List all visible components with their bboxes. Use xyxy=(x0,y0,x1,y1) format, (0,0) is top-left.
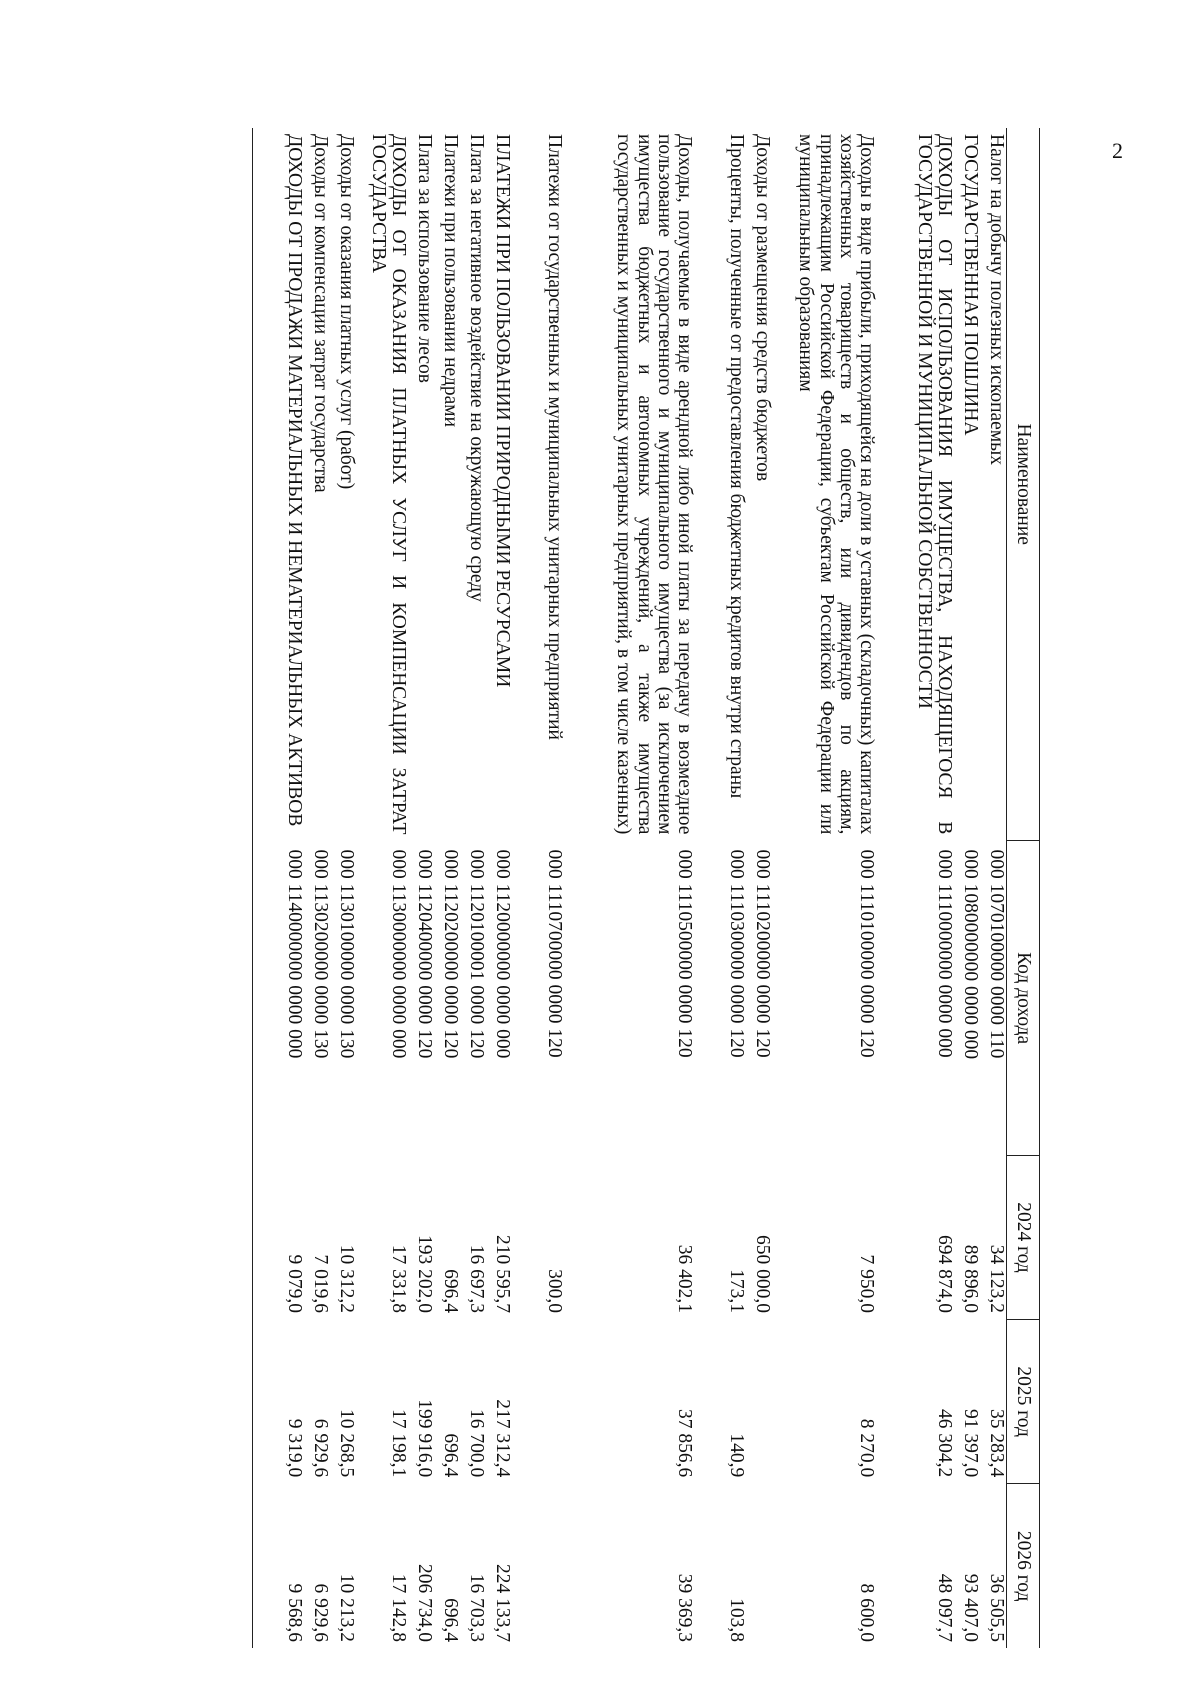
row-name: Плата за негативное воздействие на окружающую среду xyxy=(466,134,488,602)
row-code: 000 1110500000 0000 120 xyxy=(674,849,696,1058)
row-value-2025: 46 304,2 xyxy=(934,1409,956,1478)
table-row xyxy=(747,128,773,1648)
table-row xyxy=(981,128,1007,1648)
row-value-2024: 10 312,2 xyxy=(336,1244,358,1314)
row-name: Доходы от размещения средств бюджетов xyxy=(752,134,774,482)
row-value-2026: 93 407,0 xyxy=(960,1573,982,1642)
row-value-2024: 89 896,0 xyxy=(960,1244,982,1314)
row-value-2025: 140,9 xyxy=(726,1433,748,1478)
row-value-2026: 16 703,3 xyxy=(466,1573,488,1642)
row-value-2026 xyxy=(747,1484,773,1648)
row-value-2024: 9 079,0 xyxy=(253,1155,305,1319)
row-value-2025: 199 916,0 xyxy=(414,1399,436,1478)
revenue-table xyxy=(252,128,1040,1648)
row-value-2024: 300,0 xyxy=(544,1269,566,1314)
row-code: 000 1130200000 0000 130 xyxy=(310,849,332,1059)
header-code: Код дохода xyxy=(1007,841,1040,1155)
row-code: 000 1140000000 0000 000 xyxy=(253,841,305,1155)
row-code: 000 1110000000 0000 000 xyxy=(934,849,956,1058)
row-value-2026: 206 734,0 xyxy=(414,1564,436,1642)
table-row xyxy=(331,128,357,1648)
row-value-2025: 91 397,0 xyxy=(960,1409,982,1478)
table-body xyxy=(253,128,1007,1648)
row-value-2026: 696,4 xyxy=(440,1598,462,1642)
row-code: 000 1130000000 0000 000 xyxy=(388,849,410,1059)
row-name: Проценты, полученные от предоставления бюджетных кредитов внутри страны xyxy=(726,134,748,799)
row-code: 000 1110700000 0000 120 xyxy=(544,849,566,1058)
header-2025: 2025 год xyxy=(1007,1320,1040,1484)
row-code: 000 1110200000 0000 120 xyxy=(752,849,774,1058)
row-value-2024: 16 697,3 xyxy=(466,1244,488,1314)
row-name: Плата за использование лесов xyxy=(414,134,436,383)
row-value-2025: 217 312,4 xyxy=(492,1399,514,1478)
row-name: Налог на добычу полезных ископаемых xyxy=(986,134,1007,466)
row-code: 000 1130100000 0000 130 xyxy=(336,849,358,1059)
row-value-2025: 8 270,0 xyxy=(856,1418,878,1478)
row-value-2025: 10 268,5 xyxy=(336,1409,358,1478)
header-2026: 2026 год xyxy=(1007,1484,1040,1648)
row-value-2026 xyxy=(513,1484,565,1648)
header-2024: 2024 год xyxy=(1007,1155,1040,1319)
row-value-2025: 9 319,0 xyxy=(253,1320,305,1484)
row-value-2024: 17 331,8 xyxy=(388,1244,410,1314)
row-value-2024: 650 000,0 xyxy=(752,1235,774,1314)
table-row xyxy=(695,128,747,1648)
row-value-2026: 10 213,2 xyxy=(336,1573,358,1642)
row-name: ДОХОДЫ ОТ ОКАЗАНИЯ ПЛАТНЫХ УСЛУГ И КОМПЕНСАЦИИ ЗАТРАТ ГОСУДАРСТВА xyxy=(368,134,410,835)
row-name: ГОСУДАРСТВЕННАЯ ПОШЛИНА xyxy=(960,134,982,436)
row-value-2026: 48 097,7 xyxy=(934,1573,956,1642)
table-header-row xyxy=(1007,128,1040,1648)
page-number: 2 xyxy=(1112,138,1123,163)
row-name: ПЛАТЕЖИ ПРИ ПОЛЬЗОВАНИИ ПРИРОДНЫМИ РЕСУРСАМИ xyxy=(492,134,514,688)
table-row xyxy=(253,128,305,1648)
rotated-page-content xyxy=(160,128,1040,1648)
row-name: Платежи при пользовании недрами xyxy=(440,134,462,428)
row-name: ДОХОДЫ ОТ ПРОДАЖИ МАТЕРИАЛЬНЫХ И НЕМАТЕРИАЛЬНЫХ АКТИВОВ xyxy=(253,128,305,841)
row-value-2026: 6 929,6 xyxy=(310,1583,332,1642)
row-name: Доходы от компенсации затрат государства xyxy=(310,134,332,493)
row-code: 000 1120200000 0000 120 xyxy=(440,849,462,1059)
header-name: Наименование xyxy=(1007,128,1040,841)
table-row xyxy=(305,128,331,1648)
row-code: 000 1120400000 0000 120 xyxy=(414,849,436,1059)
row-name: Доходы, получаемые в виде арендной либо иной платы за передачу в возмездное пользование государственного и муниципального имущества (за исключением имущества бюджетных и автономных учреждений, а также имущества государственных и муниципальных унитарных предприятий, в том числе казенных) xyxy=(613,134,696,835)
row-name: Доходы от оказания платных услуг (работ) xyxy=(336,134,358,490)
row-value-2025: 35 283,4 xyxy=(986,1409,1007,1478)
row-code: 000 1110300000 0000 120 xyxy=(726,849,748,1058)
row-value-2025: 16 700,0 xyxy=(466,1409,488,1478)
row-value-2024: 210 595,7 xyxy=(492,1235,514,1314)
table-row xyxy=(773,128,877,1648)
row-value-2026: 224 133,7 xyxy=(492,1564,514,1642)
table-row xyxy=(435,128,461,1648)
row-value-2025: 6 929,6 xyxy=(310,1418,332,1478)
row-value-2024: 696,4 xyxy=(440,1269,462,1314)
row-value-2025: 696,4 xyxy=(440,1433,462,1478)
row-value-2024: 36 402,1 xyxy=(674,1244,696,1314)
row-code: 000 1080000000 0000 000 xyxy=(960,849,982,1060)
row-name: Платежи от государственных и муниципальных унитарных предприятий xyxy=(544,134,566,740)
table-row xyxy=(565,128,695,1648)
table-row xyxy=(487,128,513,1648)
row-value-2024: 34 123,2 xyxy=(986,1244,1007,1314)
row-code: 000 1070100000 0000 110 xyxy=(986,849,1007,1059)
row-name: Доходы в виде прибыли, приходящейся на доли в уставных (складочных) капиталах хозяйственных товариществ и обществ, или дивидендов по акциям, принадлежащим Российской Федерации, субъектам Российской Федерации или муниципальным образованиям xyxy=(795,134,878,835)
row-name: ДОХОДЫ ОТ ИСПОЛЬЗОВАНИЯ ИМУЩЕСТВА, НАХОДЯЩЕГОСЯ В ГОСУДАРСТВЕННОЙ И МУНИЦИПАЛЬНОЙ СОБСТВЕННОСТИ xyxy=(914,134,956,835)
table-row xyxy=(877,128,955,1648)
table-row xyxy=(513,128,565,1648)
row-value-2026: 9 568,6 xyxy=(253,1484,305,1648)
row-value-2026: 103,8 xyxy=(726,1598,748,1642)
table-row xyxy=(461,128,487,1648)
row-value-2024: 7 950,0 xyxy=(856,1254,878,1314)
row-value-2025: 17 198,1 xyxy=(388,1409,410,1478)
row-code: 000 1120100001 0000 120 xyxy=(466,849,488,1059)
row-value-2024: 7 019,6 xyxy=(310,1254,332,1314)
row-value-2026: 17 142,8 xyxy=(388,1573,410,1642)
table-row xyxy=(955,128,981,1648)
row-value-2025 xyxy=(513,1320,565,1484)
row-value-2026: 8 600,0 xyxy=(856,1583,878,1642)
row-value-2024: 193 202,0 xyxy=(414,1235,436,1314)
row-value-2025 xyxy=(747,1320,773,1484)
row-value-2026: 39 369,3 xyxy=(674,1573,696,1642)
table-row xyxy=(357,128,409,1648)
row-value-2025: 37 856,6 xyxy=(674,1409,696,1478)
row-code: 000 1110100000 0000 120 xyxy=(856,849,878,1058)
row-value-2024: 173,1 xyxy=(726,1269,748,1314)
row-value-2024: 694 874,0 xyxy=(934,1235,956,1314)
row-value-2026: 36 505,5 xyxy=(986,1573,1007,1642)
row-code: 000 1120000000 0000 000 xyxy=(492,849,514,1059)
table-row xyxy=(409,128,435,1648)
